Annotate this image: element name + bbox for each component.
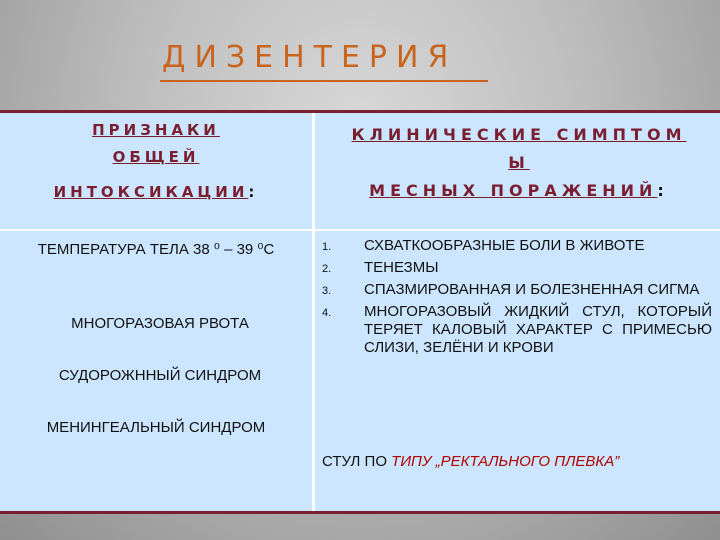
left-item-meningeal: МЕНИНГЕАЛЬНЫЙ СИНДРОМ [46,419,266,436]
left-item-vomiting: МНОГОРАЗОВАЯ РВОТА [71,315,249,332]
left-column-header [0,117,312,206]
left-item-convulsive: СУДОРОЖННЫЙ СИНДРОМ [58,367,262,384]
list-item-text: МНОГОРАЗОВЫЙ ЖИДКИЙ СТУЛ, КОТОРЫЙ ТЕРЯЕТ КАЛОВЫЙ ХАРАКТЕР С ПРИМЕСЬЮ СЛИЗИ, ЗЕЛЁНИ И КРОВИ [364,303,712,356]
left-header-line1: ПРИЗНАКИ [92,121,220,139]
list-item-number: 1. [322,241,332,253]
left-header-line2: ОБЩЕЙ [112,148,200,166]
list-item-text: СХВАТКООБРАЗНЫЕ БОЛИ В ЖИВОТЕ [364,237,645,254]
list-item [318,303,712,357]
column-divider [312,113,315,511]
local-symptoms-list [318,237,712,361]
right-header-line3: МЕСНЫХ ПОРАЖЕНИЙ [369,181,658,200]
list-item-number: 4. [322,307,332,319]
left-header-colon: : [248,183,259,201]
list-item-number: 2. [322,263,332,275]
right-header-line1: КЛИНИЧЕСКИЕ СИМПТОМ [351,125,687,144]
list-item [318,237,712,255]
note-prefix: СТУЛ ПО [322,453,392,470]
note-emphasis: ТИПУ „РЕКТАЛЬНОГО ПЛЕВКА” [391,453,620,470]
left-item-temperature: ТЕМПЕРАТУРА ТЕЛА 38 ⁰ – 39 ⁰С [37,241,275,258]
list-item-text: ТЕНЕЗМЫ [364,259,439,276]
right-header-line2: Ы [508,153,530,172]
title-underline [160,80,488,82]
list-item-text: СПАЗМИРОВАННАЯ И БОЛЕЗНЕННАЯ СИГМА [364,281,700,298]
slide-title: ДИЗЕНТЕРИЯ [162,40,458,75]
stool-note [322,453,619,470]
list-item [318,259,712,277]
list-item-number: 3. [322,285,332,297]
list-item [318,281,712,299]
right-header-colon: : [657,181,669,200]
symptoms-table [0,110,720,514]
right-column-header [318,121,720,205]
left-header-line3: ИНТОКСИКАЦИИ [53,183,249,201]
